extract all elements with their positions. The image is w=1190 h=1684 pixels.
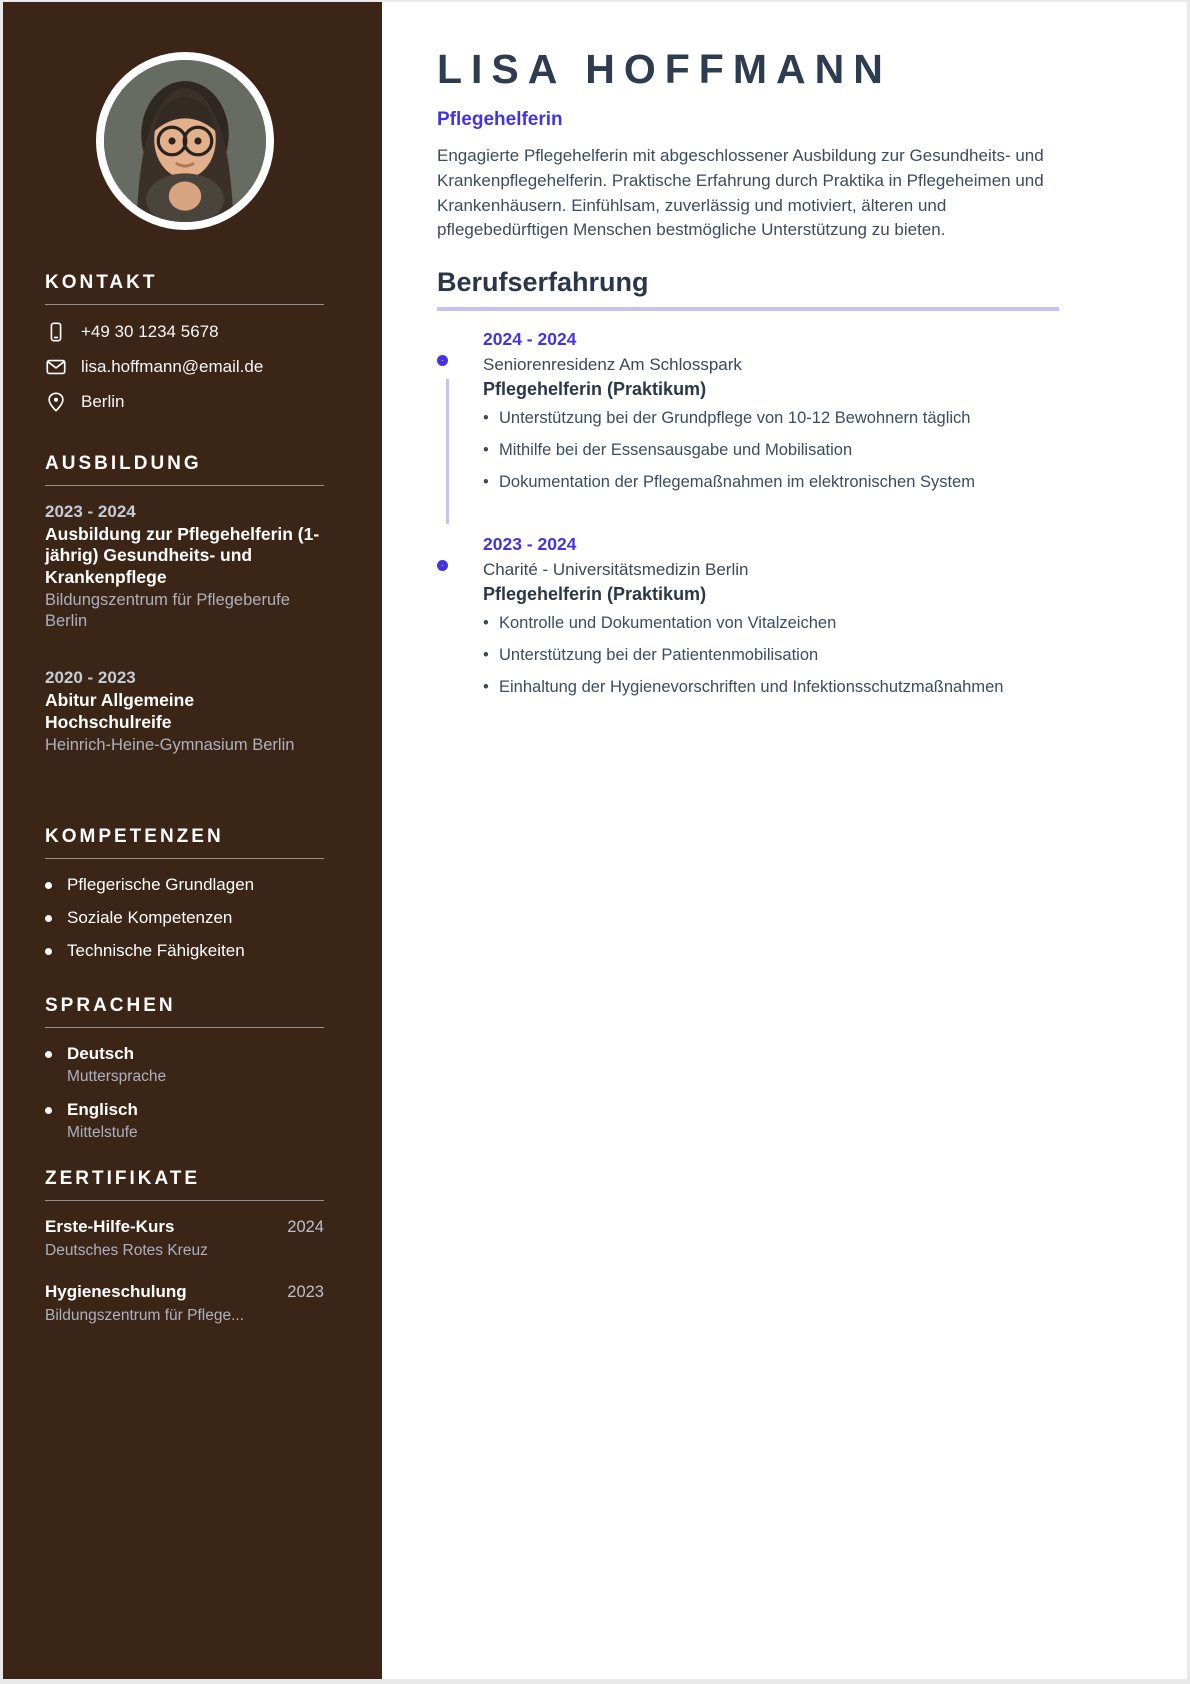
education-title: Ausbildung zur Pflegehelferin (1-jährig) Gesundheits- und Krankenpflege (45, 524, 320, 587)
contact-section (45, 272, 324, 413)
bullet-dot (45, 1051, 52, 1058)
experience-entry (437, 329, 1187, 492)
certificate-item (45, 1282, 324, 1325)
certificate-title: Hygieneschulung (45, 1282, 187, 1302)
experience-bullets (483, 614, 1187, 697)
certificates-heading: ZERTIFIKATE (45, 1168, 201, 1190)
sidebar (3, 2, 382, 1679)
section-divider (45, 1200, 324, 1201)
experience-bullet: • Dokumentation der Pflegemaßnahmen im elektronischen System (483, 473, 1187, 492)
experience-bullet: • Einhaltung der Hygienevorschriften und Infektionsschutzmaßnahmen (483, 678, 1187, 697)
education-institution: Heinrich-Heine-Gymnasium Berlin (45, 735, 295, 754)
profile-photo-illustration (104, 60, 266, 222)
experience-period: 2024 - 2024 (483, 329, 577, 350)
education-period: 2023 - 2024 (45, 502, 136, 521)
education-title: Abitur Allgemeine Hochschulreife (45, 690, 195, 732)
bullet-dot (45, 948, 52, 955)
contact-location-text: Berlin (81, 392, 125, 411)
experience-role: Pflegehelferin (Praktikum) (483, 379, 707, 400)
language-level: Muttersprache (67, 1068, 167, 1086)
certificates-section (45, 1168, 324, 1325)
section-divider (45, 485, 324, 486)
experience-bullets (483, 409, 1187, 492)
section-divider (45, 858, 324, 859)
experience-bullet: • Mithilfe bei der Essensausgabe und Mobilisation (483, 441, 1187, 460)
language-item (45, 1100, 324, 1142)
experience-company: Charité - Universitätsmedizin Berlin (483, 560, 749, 580)
timeline-marker-icon (437, 560, 448, 571)
certificate-title: Erste-Hilfe-Kurs (45, 1217, 175, 1237)
experience-timeline (437, 329, 1187, 697)
email-icon (45, 356, 67, 378)
language-item (45, 1044, 324, 1086)
skill-item (45, 875, 324, 895)
experience-period: 2023 - 2024 (483, 534, 577, 555)
contact-heading: KONTAKT (45, 272, 158, 293)
skills-section (45, 826, 324, 961)
experience-entry (437, 534, 1187, 697)
skill-item (45, 908, 324, 928)
certificate-year: 2024 (287, 1218, 324, 1237)
main-content (382, 2, 1187, 1679)
timeline-marker-icon (437, 355, 448, 366)
certificate-year: 2023 (287, 1283, 324, 1302)
skills-heading: KOMPETENZEN (45, 826, 224, 848)
experience-bullet: • Kontrolle und Dokumentation von Vitalzeichen (483, 614, 1187, 633)
language-name: Deutsch (67, 1044, 135, 1064)
person-name: LISA HOFFMANN (437, 46, 892, 92)
experience-company: Seniorenresidenz Am Schlosspark (483, 355, 742, 375)
skill-label: Pflegerische Grundlagen (67, 875, 255, 895)
bullet-dot (45, 1107, 52, 1114)
skill-label: Technische Fähigkeiten (67, 941, 245, 961)
skill-item (45, 941, 324, 961)
location-icon (45, 391, 67, 413)
bullet-dot (45, 915, 52, 922)
education-entry (45, 668, 324, 756)
resume-page (3, 2, 1187, 1679)
profile-summary: Engagierte Pflegehelferin mit abgeschlossener Ausbildung zur Gesundheits- und Krankenpflegehelferin. Praktische Erfahrung durch Praktika in Pflegeheimen und Krankenhäusern. Einfühlsam, zuverlässig und motiviert, älteren und pflegebedürftigen Menschen bestmögliche Unterstützung zu bieten. (437, 146, 1044, 240)
contact-phone-text: +49 30 1234 5678 (81, 322, 219, 341)
certificate-issuer: Bildungszentrum für Pflege... (45, 1307, 245, 1325)
education-period: 2020 - 2023 (45, 668, 136, 688)
skill-label: Soziale Kompetenzen (67, 908, 233, 928)
phone-icon (45, 321, 67, 343)
profile-photo (96, 52, 274, 230)
certificate-item (45, 1217, 324, 1260)
education-institution: Bildungszentrum für Pflegeberufe Berlin (45, 591, 290, 631)
experience-heading: Berufserfahrung (437, 267, 1059, 311)
contact-location (45, 391, 324, 413)
bullet-dot (45, 882, 52, 889)
languages-heading: SPRACHEN (45, 995, 176, 1017)
experience-bullet: • Unterstützung bei der Grundpflege von 10-12 Bewohnern täglich (483, 409, 1187, 428)
contact-phone (45, 321, 324, 343)
contact-email-text: lisa.hoffmann@email.de (81, 357, 264, 376)
section-divider (45, 1027, 324, 1028)
contact-email (45, 356, 324, 378)
section-divider (45, 304, 324, 305)
languages-section (45, 995, 324, 1142)
experience-role: Pflegehelferin (Praktikum) (483, 584, 707, 605)
education-heading: AUSBILDUNG (45, 453, 202, 474)
job-title: Pflegehelferin (437, 109, 563, 130)
certificate-issuer: Deutsches Rotes Kreuz (45, 1242, 208, 1260)
language-level: Mittelstufe (67, 1124, 138, 1142)
education-entry (45, 502, 324, 632)
language-name: Englisch (67, 1100, 138, 1120)
experience-bullet: • Unterstützung bei der Patientenmobilisation (483, 646, 1187, 665)
education-section (45, 453, 324, 756)
